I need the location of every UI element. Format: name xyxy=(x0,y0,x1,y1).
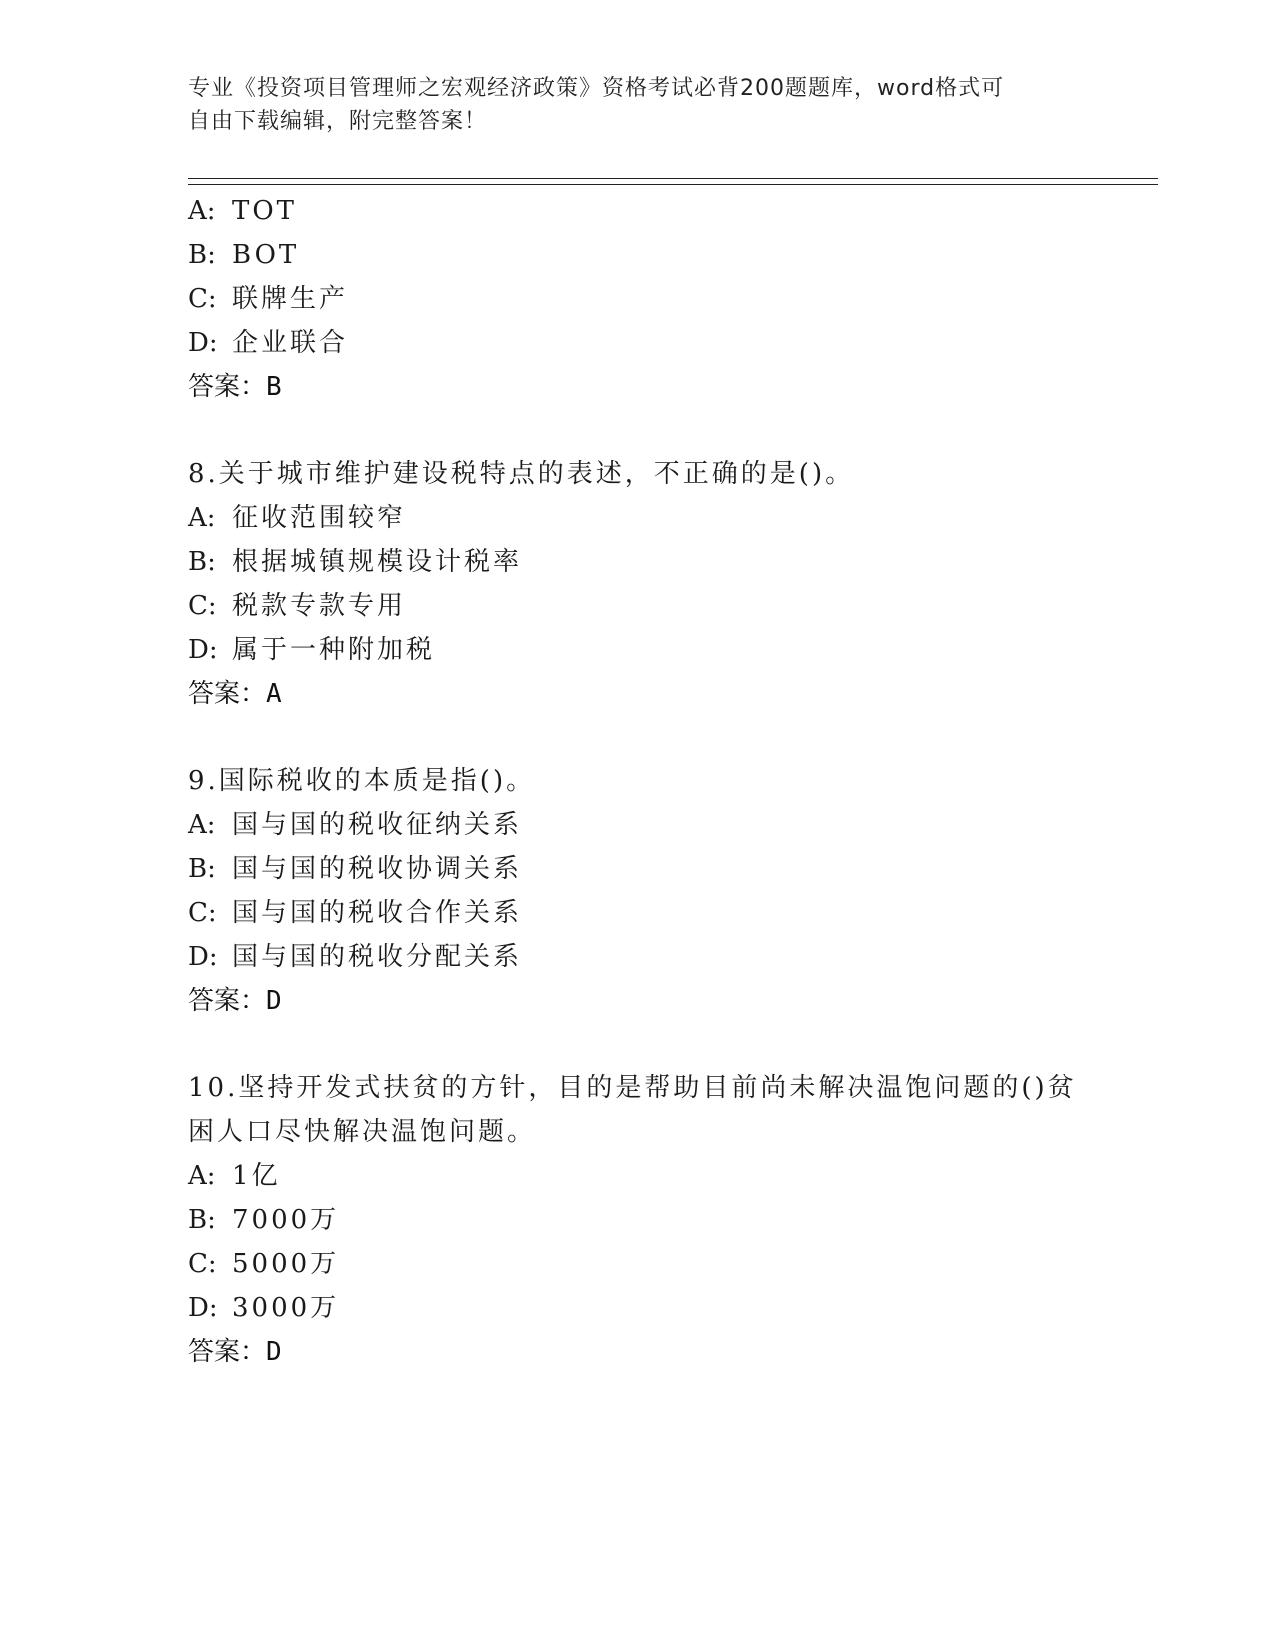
header-divider-bottom xyxy=(188,184,1158,185)
option-letter: D: xyxy=(188,1293,218,1323)
option-letter: B: xyxy=(188,854,216,884)
answer-value: D xyxy=(266,1337,282,1367)
option-letter: A: xyxy=(188,810,216,840)
option-text: 企业联合 xyxy=(232,328,349,358)
q10-option-a xyxy=(188,1160,281,1192)
option-text: 1亿 xyxy=(232,1161,281,1191)
q10-option-b xyxy=(188,1204,339,1236)
q8-option-c xyxy=(188,590,406,622)
option-text: TOT xyxy=(232,196,297,226)
answer-label: 答案： xyxy=(188,372,267,402)
option-letter: C: xyxy=(188,898,217,928)
q8-answer xyxy=(188,678,282,710)
option-text: 国与国的税收征纳关系 xyxy=(232,810,523,840)
option-text: 税款专款专用 xyxy=(232,591,407,621)
option-text: 国与国的税收分配关系 xyxy=(232,942,523,972)
q7-option-c xyxy=(188,283,348,315)
option-text: 5000万 xyxy=(232,1249,340,1279)
q9-option-c xyxy=(188,897,522,929)
header-line-1: 专业《投资项目管理师之宏观经济政策》资格考试必背200题题库，word格式可 xyxy=(188,76,1005,101)
option-text: 国与国的税收合作关系 xyxy=(232,898,523,928)
q7-option-b xyxy=(188,239,299,271)
option-letter: B: xyxy=(188,1205,216,1235)
q9-answer xyxy=(188,985,282,1017)
answer-value: D xyxy=(266,986,282,1016)
option-text: 属于一种附加税 xyxy=(232,635,436,665)
q9-option-b xyxy=(188,853,522,885)
q8-option-d xyxy=(188,634,435,666)
q9-option-a xyxy=(188,809,522,841)
option-text: 联牌生产 xyxy=(232,284,349,314)
q8-option-a xyxy=(188,502,406,534)
q7-option-a xyxy=(188,195,297,227)
option-text: 根据城镇规模设计税率 xyxy=(232,547,523,577)
option-letter: C: xyxy=(188,1249,217,1279)
option-letter: D: xyxy=(188,328,218,358)
q7-answer xyxy=(188,371,282,403)
option-letter: D: xyxy=(188,942,218,972)
header-divider-top xyxy=(188,178,1158,179)
q7-option-d xyxy=(188,327,348,359)
option-text: 3000万 xyxy=(232,1293,340,1323)
option-letter: D: xyxy=(188,635,218,665)
q10-option-c xyxy=(188,1248,339,1280)
answer-label: 答案： xyxy=(188,679,267,709)
q10-question-line-2: 困人口尽快解决温饱问题。 xyxy=(188,1117,537,1147)
option-letter: A: xyxy=(188,503,216,533)
option-letter: B: xyxy=(188,547,216,577)
q10-answer xyxy=(188,1336,282,1368)
q9-option-d xyxy=(188,941,522,973)
header-line-2: 自由下载编辑，附完整答案！ xyxy=(188,109,488,134)
option-text: 国与国的税收协调关系 xyxy=(232,854,523,884)
q10-option-d xyxy=(188,1292,339,1324)
option-text: 征收范围较窄 xyxy=(232,503,407,533)
option-letter: A: xyxy=(188,1161,216,1191)
q8-question: 8.关于城市维护建设税特点的表述，不正确的是()。 xyxy=(188,459,855,489)
option-text: BOT xyxy=(232,240,300,270)
document-header xyxy=(188,72,1068,138)
option-letter: C: xyxy=(188,591,217,621)
q10-question-line-1: 10.坚持开发式扶贫的方针，目的是帮助目前尚未解决温饱问题的()贫 xyxy=(188,1073,1077,1103)
option-text: 7000万 xyxy=(232,1205,340,1235)
option-letter: B: xyxy=(188,240,216,270)
q8-option-b xyxy=(188,546,522,578)
answer-value: B xyxy=(266,372,282,402)
option-letter: C: xyxy=(188,284,217,314)
q9-question: 9.国际税收的本质是指()。 xyxy=(188,766,536,796)
answer-label: 答案： xyxy=(188,986,267,1016)
option-letter: A: xyxy=(188,196,216,226)
answer-label: 答案： xyxy=(188,1337,267,1367)
answer-value: A xyxy=(266,679,282,709)
